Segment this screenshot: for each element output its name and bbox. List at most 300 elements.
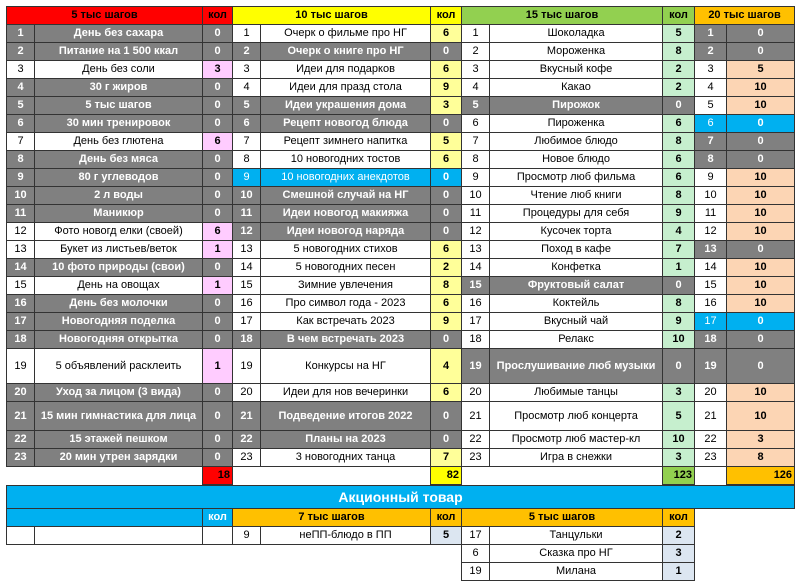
task-10k[interactable]: Рецепт зимнего напитка [261, 133, 431, 151]
row-number: 6 [7, 115, 35, 133]
count-20k[interactable]: 10 [727, 79, 795, 97]
row-number: 3 [462, 61, 490, 79]
promo-count[interactable]: 2 [663, 527, 695, 545]
count-5k[interactable]: 0 [203, 43, 233, 61]
count-15k[interactable]: 5 [663, 402, 695, 431]
promo-task[interactable]: Танцульки [490, 527, 663, 545]
task-5k[interactable]: 15 мин гимнастика для лица [35, 402, 203, 431]
row-number-20k: 19 [695, 349, 727, 384]
task-5k[interactable]: Уход за лицом (3 вида) [35, 384, 203, 402]
challenge-table [6, 6, 795, 485]
table-row [7, 241, 795, 259]
task-10k[interactable]: 10 новогодних анекдотов [261, 169, 431, 187]
row-number: 1 [233, 25, 261, 43]
promo-count[interactable]: 5 [431, 527, 462, 545]
promo-count[interactable]: 3 [663, 545, 695, 563]
task-10k[interactable]: Идеи новогод макияжа [261, 205, 431, 223]
row-number: 6 [233, 115, 261, 133]
row-number-20k: 14 [695, 259, 727, 277]
table-row [7, 402, 795, 431]
row-number-20k: 21 [695, 402, 727, 431]
task-5k[interactable]: 30 мин тренировок [35, 115, 203, 133]
count-10k[interactable]: 2 [431, 259, 462, 277]
promo-title: Акционный товар [7, 486, 795, 509]
count-10k[interactable]: 6 [431, 61, 462, 79]
count-15k[interactable]: 1 [663, 259, 695, 277]
row-number: 22 [233, 431, 261, 449]
count-5k[interactable]: 1 [203, 241, 233, 259]
total-15k: 123 [663, 467, 695, 485]
row-number-20k: 12 [695, 223, 727, 241]
count-15k[interactable]: 8 [663, 295, 695, 313]
count-15k[interactable]: 6 [663, 115, 695, 133]
task-15k[interactable]: Игра в снежки [490, 449, 663, 467]
promo-header-7k: 7 тыс шагов [233, 509, 431, 527]
count-5k[interactable]: 0 [203, 25, 233, 43]
task-15k[interactable]: Процедуры для себя [490, 205, 663, 223]
table-row [7, 133, 795, 151]
count-15k[interactable]: 6 [663, 151, 695, 169]
count-5k[interactable]: 1 [203, 349, 233, 384]
task-10k[interactable]: Идеи для празд стола [261, 79, 431, 97]
row-number: 7 [233, 133, 261, 151]
count-10k[interactable]: 0 [431, 402, 462, 431]
task-10k[interactable]: Рецепт новогод блюда [261, 115, 431, 133]
row-number: 19 [7, 349, 35, 384]
promo-row [7, 563, 795, 581]
task-15k[interactable]: Поход в кафе [490, 241, 663, 259]
row-number: 18 [7, 331, 35, 349]
task-10k[interactable]: Подведение итогов 2022 [261, 402, 431, 431]
total-10k: 82 [431, 467, 462, 485]
task-5k[interactable]: Маникюр [35, 205, 203, 223]
total-5k: 18 [203, 467, 233, 485]
row-number: 20 [7, 384, 35, 402]
task-10k[interactable]: Идеи украшения дома [261, 97, 431, 115]
count-20k[interactable]: 5 [727, 61, 795, 79]
promo-num[interactable]: 6 [462, 545, 490, 563]
task-5k[interactable]: Фото новогд елки (своей) [35, 223, 203, 241]
table-row [7, 169, 795, 187]
table-row [7, 295, 795, 313]
count-10k[interactable]: 0 [431, 115, 462, 133]
row-number: 19 [233, 349, 261, 384]
count-10k[interactable]: 0 [431, 187, 462, 205]
task-5k[interactable]: 5 объявлений расклеить [35, 349, 203, 384]
totals-blank [7, 467, 203, 485]
table-row [7, 313, 795, 331]
count-5k[interactable]: 6 [203, 133, 233, 151]
count-15k[interactable]: 2 [663, 79, 695, 97]
row-number: 14 [462, 259, 490, 277]
count-10k[interactable]: 4 [431, 349, 462, 384]
count-15k[interactable]: 2 [663, 61, 695, 79]
count-5k[interactable]: 0 [203, 449, 233, 467]
count-20k[interactable]: 10 [727, 223, 795, 241]
task-5k[interactable]: День без мяса [35, 151, 203, 169]
row-number-20k: 11 [695, 205, 727, 223]
table-row [7, 25, 795, 43]
table-row [7, 115, 795, 133]
table-row [7, 223, 795, 241]
row-number: 19 [462, 349, 490, 384]
count-15k[interactable]: 9 [663, 313, 695, 331]
count-5k[interactable]: 0 [203, 431, 233, 449]
promo-row [7, 527, 795, 545]
count-20k[interactable]: 10 [727, 259, 795, 277]
row-number-20k: 15 [695, 277, 727, 295]
count-15k[interactable]: 0 [663, 277, 695, 295]
row-number: 4 [7, 79, 35, 97]
promo-empty [695, 527, 795, 545]
task-5k[interactable]: День без соли [35, 61, 203, 79]
row-number: 16 [233, 295, 261, 313]
promo-num[interactable]: 17 [462, 527, 490, 545]
count-20k[interactable]: 10 [727, 295, 795, 313]
count-15k[interactable]: 9 [663, 205, 695, 223]
row-number: 12 [7, 223, 35, 241]
count-15k[interactable]: 8 [663, 187, 695, 205]
row-number: 23 [233, 449, 261, 467]
row-number: 9 [233, 169, 261, 187]
row-number-20k: 3 [695, 61, 727, 79]
row-number: 4 [462, 79, 490, 97]
task-5k[interactable]: 20 мин утрен зарядки [35, 449, 203, 467]
table-row [7, 277, 795, 295]
row-number: 15 [7, 277, 35, 295]
count-20k[interactable]: 3 [727, 431, 795, 449]
task-10k[interactable]: Планы на 2023 [261, 431, 431, 449]
count-10k[interactable]: 9 [431, 79, 462, 97]
count-20k[interactable]: 10 [727, 187, 795, 205]
task-15k[interactable]: Прослушивание люб музыки [490, 349, 663, 384]
count-10k[interactable]: 6 [431, 25, 462, 43]
count-10k[interactable]: 6 [431, 151, 462, 169]
promo-header-5k: 5 тыс шагов [462, 509, 663, 527]
task-10k[interactable]: 3 новогодних танца [261, 449, 431, 467]
row-number: 16 [7, 295, 35, 313]
promo-header-kol: кол [431, 509, 462, 527]
task-10k[interactable]: Смешной случай на НГ [261, 187, 431, 205]
count-5k[interactable]: 0 [203, 259, 233, 277]
count-20k[interactable]: 10 [727, 384, 795, 402]
count-5k[interactable]: 0 [203, 97, 233, 115]
row-number: 11 [7, 205, 35, 223]
count-5k[interactable]: 0 [203, 79, 233, 97]
count-10k[interactable]: 9 [431, 313, 462, 331]
count-20k[interactable]: 0 [727, 43, 795, 61]
row-number: 14 [233, 259, 261, 277]
task-10k[interactable]: Идеи новогод наряда [261, 223, 431, 241]
row-number: 1 [7, 25, 35, 43]
row-number: 8 [462, 151, 490, 169]
row-number-20k: 2 [695, 43, 727, 61]
task-15k[interactable]: Любимое блюдо [490, 133, 663, 151]
count-10k[interactable]: 8 [431, 277, 462, 295]
row-number: 11 [233, 205, 261, 223]
row-number-20k: 16 [695, 295, 727, 313]
row-number: 6 [462, 115, 490, 133]
row-number: 18 [462, 331, 490, 349]
promo-empty [695, 509, 795, 527]
row-number: 2 [233, 43, 261, 61]
task-10k[interactable]: Как встречать 2023 [261, 313, 431, 331]
row-number: 10 [7, 187, 35, 205]
promo-empty [7, 563, 462, 581]
row-number-20k: 9 [695, 169, 727, 187]
task-15k[interactable]: Мороженка [490, 43, 663, 61]
count-20k[interactable]: 10 [727, 205, 795, 223]
row-number: 22 [7, 431, 35, 449]
count-5k[interactable]: 6 [203, 223, 233, 241]
row-number: 21 [7, 402, 35, 431]
row-number: 13 [7, 241, 35, 259]
row-number: 17 [7, 313, 35, 331]
row-number: 8 [233, 151, 261, 169]
promo-task[interactable]: Сказка про НГ [490, 545, 663, 563]
count-20k[interactable]: 0 [727, 115, 795, 133]
promo-header-row [7, 509, 795, 527]
row-number-20k: 18 [695, 331, 727, 349]
row-number: 22 [462, 431, 490, 449]
count-5k[interactable]: 1 [203, 277, 233, 295]
count-20k[interactable]: 0 [727, 313, 795, 331]
row-number-20k: 10 [695, 187, 727, 205]
row-number-20k: 22 [695, 431, 727, 449]
row-number-20k: 5 [695, 97, 727, 115]
row-number: 5 [7, 97, 35, 115]
row-number: 12 [462, 223, 490, 241]
table-row [7, 259, 795, 277]
promo-empty [695, 545, 795, 563]
row-number-20k: 17 [695, 313, 727, 331]
row-number: 17 [233, 313, 261, 331]
promo-num[interactable]: 9 [233, 527, 261, 545]
promo-task[interactable]: неПП-блюдо в ПП [261, 527, 431, 545]
task-5k[interactable]: День без глютена [35, 133, 203, 151]
task-15k[interactable]: Конфетка [490, 259, 663, 277]
table-row [7, 151, 795, 169]
count-20k[interactable]: 10 [727, 169, 795, 187]
task-5k[interactable]: День без сахара [35, 25, 203, 43]
row-number: 23 [7, 449, 35, 467]
totals-blank [462, 467, 663, 485]
task-5k[interactable]: 5 тыс шагов [35, 97, 203, 115]
row-number-20k: 7 [695, 133, 727, 151]
count-5k[interactable]: 0 [203, 115, 233, 133]
task-10k[interactable]: Про символ года - 2023 [261, 295, 431, 313]
count-20k[interactable]: 0 [727, 133, 795, 151]
task-15k[interactable]: Какао [490, 79, 663, 97]
task-15k[interactable]: Чтение люб книги [490, 187, 663, 205]
count-20k[interactable]: 10 [727, 402, 795, 431]
task-10k[interactable]: Очерк о фильме про НГ [261, 25, 431, 43]
task-15k[interactable]: Кусочек торта [490, 223, 663, 241]
totals-blank [695, 467, 727, 485]
task-10k[interactable]: Зимние увлечения [261, 277, 431, 295]
count-20k[interactable]: 10 [727, 277, 795, 295]
row-number: 16 [462, 295, 490, 313]
count-5k[interactable]: 0 [203, 169, 233, 187]
task-5k[interactable]: День на овощах [35, 277, 203, 295]
count-10k[interactable]: 0 [431, 223, 462, 241]
row-number: 14 [7, 259, 35, 277]
count-10k[interactable]: 7 [431, 449, 462, 467]
count-10k[interactable]: 0 [431, 205, 462, 223]
promo-table [6, 485, 795, 581]
task-5k[interactable]: Новогодняя поделка [35, 313, 203, 331]
count-5k[interactable]: 0 [203, 295, 233, 313]
row-number-20k: 4 [695, 79, 727, 97]
totals-blank [233, 467, 431, 485]
task-5k[interactable]: Новогодняя открытка [35, 331, 203, 349]
count-15k[interactable]: 3 [663, 384, 695, 402]
count-15k[interactable]: 8 [663, 133, 695, 151]
count-15k[interactable]: 4 [663, 223, 695, 241]
count-10k[interactable]: 6 [431, 295, 462, 313]
task-10k[interactable]: В чем встречать 2023 [261, 331, 431, 349]
count-5k[interactable]: 0 [203, 384, 233, 402]
count-15k[interactable]: 8 [663, 43, 695, 61]
task-15k[interactable]: Пироженка [490, 115, 663, 133]
row-number: 5 [233, 97, 261, 115]
task-15k[interactable]: Фруктовый салат [490, 277, 663, 295]
task-5k[interactable]: 10 фото природы (свои) [35, 259, 203, 277]
task-15k[interactable]: Вкусный кофе [490, 61, 663, 79]
count-5k[interactable]: 0 [203, 151, 233, 169]
table-row [7, 187, 795, 205]
header-5k: 5 тыс шагов [7, 7, 203, 25]
count-5k[interactable]: 0 [203, 313, 233, 331]
row-number: 9 [7, 169, 35, 187]
count-15k[interactable]: 10 [663, 431, 695, 449]
task-15k[interactable]: Новое блюдо [490, 151, 663, 169]
task-5k[interactable]: 2 л воды [35, 187, 203, 205]
count-20k[interactable]: 0 [727, 331, 795, 349]
table-row [7, 431, 795, 449]
row-number: 10 [462, 187, 490, 205]
row-number: 9 [462, 169, 490, 187]
task-5k[interactable]: 15 этажей пешком [35, 431, 203, 449]
count-20k[interactable]: 0 [727, 25, 795, 43]
count-15k[interactable]: 3 [663, 449, 695, 467]
count-5k[interactable]: 0 [203, 331, 233, 349]
count-10k[interactable]: 5 [431, 133, 462, 151]
count-20k[interactable]: 8 [727, 449, 795, 467]
task-15k[interactable]: Любимые танцы [490, 384, 663, 402]
count-5k[interactable]: 0 [203, 205, 233, 223]
row-number: 2 [7, 43, 35, 61]
table-row [7, 61, 795, 79]
count-15k[interactable]: 7 [663, 241, 695, 259]
row-number: 15 [462, 277, 490, 295]
task-10k[interactable]: Идеи для нов вечеринки [261, 384, 431, 402]
count-15k[interactable]: 5 [663, 25, 695, 43]
task-10k[interactable]: Идеи для подарков [261, 61, 431, 79]
task-5k[interactable]: 80 г углеводов [35, 169, 203, 187]
task-10k[interactable]: 10 новогодних тостов [261, 151, 431, 169]
row-number: 2 [462, 43, 490, 61]
count-15k[interactable]: 6 [663, 169, 695, 187]
count-5k[interactable]: 3 [203, 61, 233, 79]
table-row [7, 449, 795, 467]
task-15k[interactable]: Пирожок [490, 97, 663, 115]
promo-cell[interactable] [7, 527, 35, 545]
table-row [7, 97, 795, 115]
table-row [7, 349, 795, 384]
header-row [7, 7, 795, 25]
promo-count[interactable]: 1 [663, 563, 695, 581]
count-5k[interactable]: 0 [203, 187, 233, 205]
task-15k[interactable]: Шоколадка [490, 25, 663, 43]
task-15k[interactable]: Просмотр люб мастер-кл [490, 431, 663, 449]
count-10k[interactable]: 0 [431, 431, 462, 449]
row-number: 1 [462, 25, 490, 43]
table-row [7, 331, 795, 349]
promo-cell[interactable] [35, 527, 203, 545]
task-15k[interactable]: Вкусный чай [490, 313, 663, 331]
header-20k: 20 тыс шагов [695, 7, 795, 25]
task-15k[interactable]: Релакс [490, 331, 663, 349]
task-5k[interactable]: Питание на 1 500 ккал [35, 43, 203, 61]
row-number: 7 [7, 133, 35, 151]
row-number: 5 [462, 97, 490, 115]
promo-task[interactable]: Милана [490, 563, 663, 581]
task-10k[interactable]: 5 новогодних стихов [261, 241, 431, 259]
spreadsheet [6, 6, 794, 581]
promo-row [7, 545, 795, 563]
task-10k[interactable]: Очерк о книге про НГ [261, 43, 431, 61]
row-number: 18 [233, 331, 261, 349]
header-kol: кол [203, 7, 233, 25]
table-row [7, 384, 795, 402]
total-20k: 126 [727, 467, 795, 485]
count-20k[interactable]: 0 [727, 349, 795, 384]
task-15k[interactable]: Просмотр люб концерта [490, 402, 663, 431]
count-10k[interactable]: 0 [431, 169, 462, 187]
count-20k[interactable]: 0 [727, 151, 795, 169]
count-10k[interactable]: 0 [431, 331, 462, 349]
count-15k[interactable]: 10 [663, 331, 695, 349]
count-10k[interactable]: 6 [431, 384, 462, 402]
task-5k[interactable]: Букет из листьев/веток [35, 241, 203, 259]
header-kol: кол [431, 7, 462, 25]
count-15k[interactable]: 0 [663, 349, 695, 384]
promo-num[interactable]: 19 [462, 563, 490, 581]
row-number: 21 [233, 402, 261, 431]
task-10k[interactable]: 5 новогодних песен [261, 259, 431, 277]
count-15k[interactable]: 0 [663, 97, 695, 115]
count-5k[interactable]: 0 [203, 402, 233, 431]
task-5k[interactable]: День без молочки [35, 295, 203, 313]
count-20k[interactable]: 0 [727, 241, 795, 259]
task-10k[interactable]: Конкурсы на НГ [261, 349, 431, 384]
count-10k[interactable]: 0 [431, 43, 462, 61]
row-number: 20 [233, 384, 261, 402]
promo-empty [7, 545, 462, 563]
row-number: 21 [462, 402, 490, 431]
row-number-20k: 20 [695, 384, 727, 402]
count-10k[interactable]: 3 [431, 97, 462, 115]
row-number: 3 [7, 61, 35, 79]
count-20k[interactable]: 10 [727, 97, 795, 115]
task-15k[interactable]: Коктейль [490, 295, 663, 313]
count-10k[interactable]: 6 [431, 241, 462, 259]
task-15k[interactable]: Просмотр люб фильма [490, 169, 663, 187]
promo-cell[interactable] [203, 527, 233, 545]
task-5k[interactable]: 30 г жиров [35, 79, 203, 97]
row-number: 7 [462, 133, 490, 151]
